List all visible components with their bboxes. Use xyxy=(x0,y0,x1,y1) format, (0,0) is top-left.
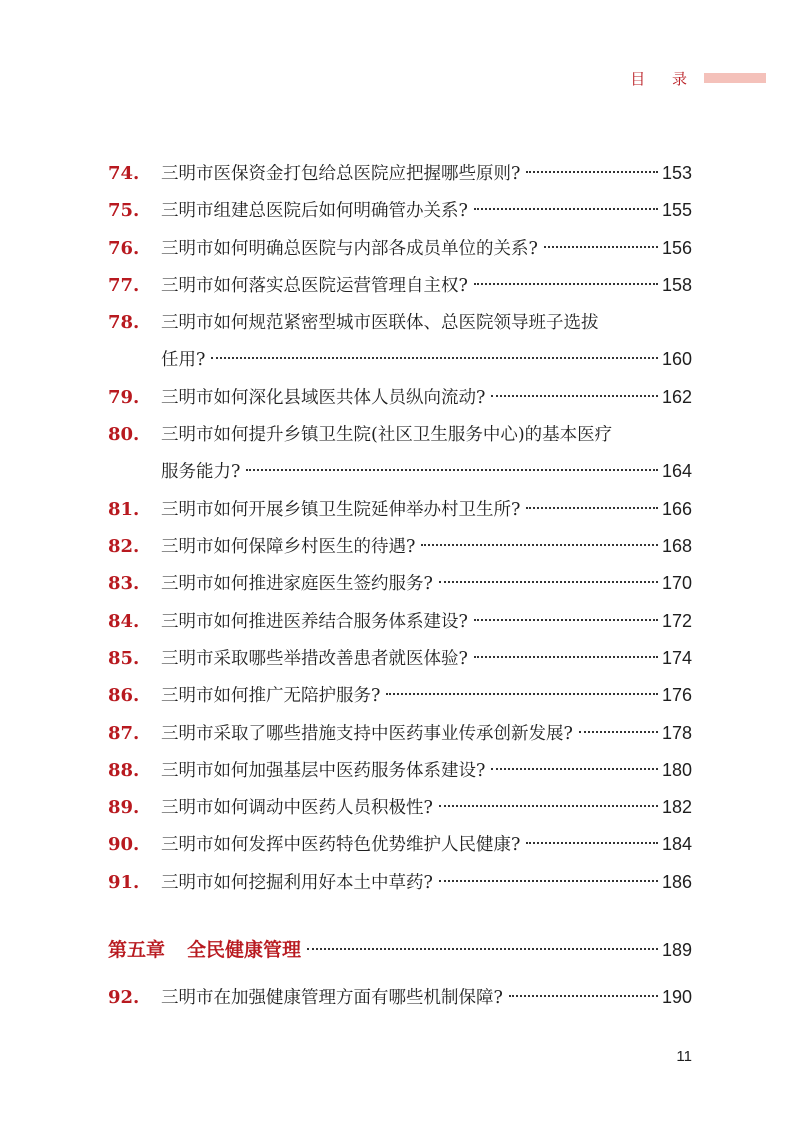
toc-entry[interactable] xyxy=(108,230,692,267)
entry-page-number: 180 xyxy=(661,759,692,780)
dot-leader xyxy=(439,880,658,882)
entry-title: 三明市如何保障乡村医生的待遇? xyxy=(161,537,416,557)
dot-leader xyxy=(491,768,658,770)
toc-entry[interactable] xyxy=(108,640,692,677)
entry-number: 89. xyxy=(108,797,140,819)
entry-title: 三明市如何提升乡镇卫生院(社区卫生服务中心)的基本医疗 xyxy=(161,425,613,446)
entry-page-number: 166 xyxy=(661,498,692,519)
dot-leader xyxy=(509,995,658,997)
toc-entry[interactable] xyxy=(108,677,692,714)
chapter-title: 全民健康管理 xyxy=(187,939,302,961)
dot-leader xyxy=(491,395,658,397)
entry-page-number: 158 xyxy=(661,274,692,295)
entry-title: 三明市采取哪些举措改善患者就医体验? xyxy=(161,648,468,669)
entry-page-number: 178 xyxy=(661,722,692,743)
entry-page-number: 182 xyxy=(661,797,692,818)
running-header xyxy=(630,66,766,90)
dot-leader xyxy=(474,208,658,210)
toc-entry[interactable] xyxy=(108,267,692,304)
toc-entry[interactable] xyxy=(108,491,692,528)
dot-leader xyxy=(439,805,658,807)
entry-number: 77. xyxy=(108,274,140,296)
chapter-heading[interactable] xyxy=(108,930,692,970)
entry-number: 78. xyxy=(108,312,140,334)
entry-title: 三明市医保资金打包给总医院应把握哪些原则? xyxy=(161,164,521,184)
page-number: 11 xyxy=(676,1048,692,1065)
dot-leader xyxy=(474,619,658,621)
dot-leader xyxy=(526,842,658,844)
dot-leader xyxy=(421,544,658,546)
entry-page-number: 170 xyxy=(661,573,692,594)
entry-page-number: 162 xyxy=(661,386,692,407)
dot-leader xyxy=(579,731,658,733)
toc-entry[interactable] xyxy=(108,603,692,640)
toc-entry[interactable] xyxy=(108,979,692,1016)
toc-entry[interactable] xyxy=(108,789,692,826)
entry-title: 三明市如何明确总医院与内部各成员单位的关系? xyxy=(161,238,538,259)
entry-number: 79. xyxy=(108,386,140,408)
dot-leader xyxy=(544,246,658,248)
entry-number: 92. xyxy=(108,987,140,1008)
entry-number: 85. xyxy=(108,647,140,669)
entry-page-number: 176 xyxy=(661,685,692,706)
dot-leader xyxy=(474,656,658,658)
entry-title: 服务能力? xyxy=(161,462,241,483)
entry-page-number: 160 xyxy=(661,349,692,370)
entry-title: 三明市如何开展乡镇卫生院延伸举办村卫生所? xyxy=(161,499,521,520)
entry-title: 三明市如何推广无陪护服务? xyxy=(161,686,381,707)
dot-leader xyxy=(307,948,658,950)
entry-number: 86. xyxy=(108,685,140,707)
entry-number: 81. xyxy=(108,498,140,520)
dot-leader xyxy=(474,283,658,285)
entry-page-number: 155 xyxy=(661,200,692,221)
entry-title: 三明市如何发挥中医药特色优势维护人民健康? xyxy=(161,835,521,856)
entry-title: 三明市如何落实总医院运营管理自主权? xyxy=(161,275,468,296)
entry-number: 83. xyxy=(108,573,140,595)
entry-title: 三明市如何加强基层中医药服务体系建设? xyxy=(161,760,486,781)
toc-entry[interactable] xyxy=(108,565,692,602)
toc-entry[interactable] xyxy=(108,192,692,229)
toc-entry[interactable] xyxy=(108,155,692,192)
header-title: 目 录 xyxy=(630,69,698,88)
entry-title: 三明市组建总医院后如何明确管办关系? xyxy=(161,201,468,222)
toc-entry[interactable] xyxy=(108,379,692,416)
toc-entry[interactable] xyxy=(108,752,692,789)
entry-title: 三明市如何推进医养结合服务体系建设? xyxy=(161,611,468,632)
dot-leader xyxy=(526,507,658,509)
entry-page-number: 186 xyxy=(661,871,692,892)
dot-leader xyxy=(246,469,658,471)
dot-leader xyxy=(211,357,658,359)
toc-entry[interactable] xyxy=(108,826,692,863)
entry-page-number: 174 xyxy=(661,647,692,668)
entry-page-number: 168 xyxy=(661,536,692,556)
toc-entry[interactable] xyxy=(108,304,692,379)
chapter-page-number: 189 xyxy=(661,940,692,960)
entry-number: 74. xyxy=(108,163,140,184)
dot-leader xyxy=(386,693,658,695)
entry-page-number: 172 xyxy=(661,610,692,631)
entry-page-number: 190 xyxy=(661,987,692,1007)
entry-number: 84. xyxy=(108,610,140,632)
toc-entry[interactable] xyxy=(108,715,692,752)
entry-page-number: 164 xyxy=(661,461,692,482)
dot-leader xyxy=(439,581,658,583)
dot-leader xyxy=(526,171,658,173)
entry-number: 76. xyxy=(108,237,140,259)
toc-entry[interactable] xyxy=(108,864,692,901)
entry-title: 三明市采取了哪些措施支持中医药事业传承创新发展? xyxy=(161,723,573,744)
toc-entry[interactable] xyxy=(108,416,692,491)
toc-entry[interactable] xyxy=(108,528,692,565)
entry-title: 三明市如何推进家庭医生签约服务? xyxy=(161,574,433,595)
entry-title: 三明市如何规范紧密型城市医联体、总医院领导班子选拔 xyxy=(161,313,599,334)
entry-number: 82. xyxy=(108,536,140,557)
entry-page-number: 156 xyxy=(661,237,692,258)
entry-title: 三明市在加强健康管理方面有哪些机制保障? xyxy=(161,988,503,1008)
entry-number: 88. xyxy=(108,759,140,781)
chapter-label: 第五章 xyxy=(108,939,166,961)
entry-number: 87. xyxy=(108,722,140,744)
entry-number: 75. xyxy=(108,200,140,222)
entry-number: 80. xyxy=(108,424,140,446)
entry-number: 90. xyxy=(108,834,140,856)
entry-title: 任用? xyxy=(161,350,206,371)
header-decorative-bar xyxy=(704,73,766,83)
entry-page-number: 184 xyxy=(661,834,692,855)
entry-title: 三明市如何深化县域医共体人员纵向流动? xyxy=(161,387,486,408)
entry-title: 三明市如何调动中医药人员积极性? xyxy=(161,798,433,819)
entry-page-number: 153 xyxy=(661,163,692,183)
entry-title: 三明市如何挖掘利用好本土中草药? xyxy=(161,872,433,893)
entry-number: 91. xyxy=(108,871,140,893)
